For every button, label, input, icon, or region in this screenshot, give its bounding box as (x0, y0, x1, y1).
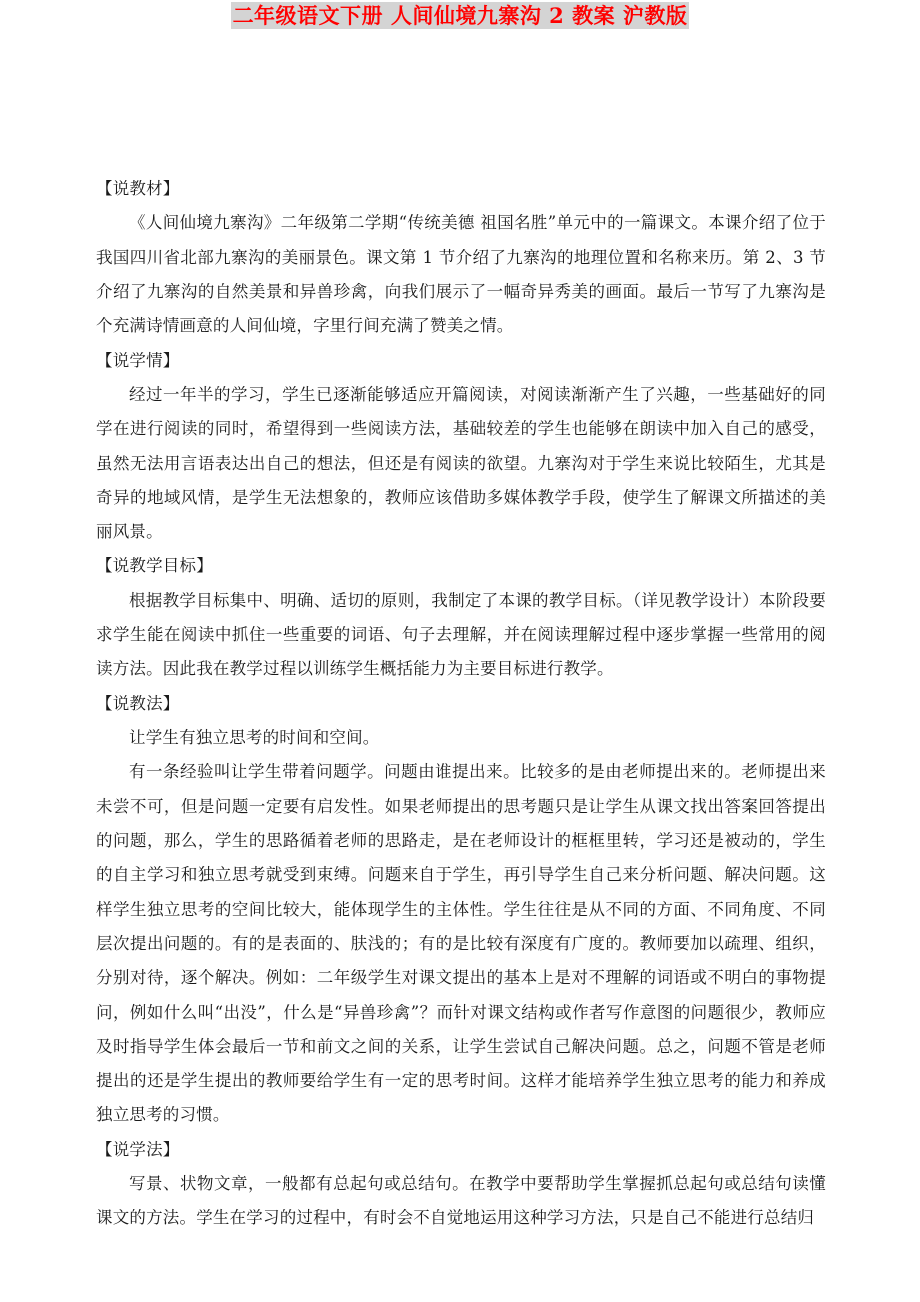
page-title (0, 0, 920, 32)
section-paragraph: 有一条经验叫让学生带着问题学。问题由谁提出来。比较多的是由老师提出来的。老师提出来未尝不可，但是问题一定要有启发性。如果老师提出的思考题只是让学生从课文找出答案回答提出的问题，那么，学生的思路循着老师的思路走，是在老师设计的框框里转，学习还是被动的，学生的自主学习和独立思考就受到束缚。问题来自于学生，再引导学生自己来分析问题、解决问题。这样学生独立思考的空间比较大，能体现学生的主体性。学生往往是从不同的方面、不同角度、不同层次提出问题的。有的是表面的、肤浅的；有的是比较有深度有广度的。教师要加以疏理、组织，分别对待，逐个解决。例如：二年级学生对课文提出的基本上是对不理解的词语或不明白的事物提问，例如什么叫“出没”，什么是“异兽珍禽”？而针对课文结构或作者写作意图的问题很少，教师应及时指导学生体会最后一节和前文之间的关系，让学生尝试自己解决问题。总之，问题不管是老师提出的还是学生提出的教师要给学生有一定的思考时间。这样才能培养学生独立思考的能力和养成独立思考的习惯。 (96, 762, 826, 1125)
section-shuo-jiaocai (96, 172, 826, 344)
section-heading: 【说学法】 (96, 1139, 180, 1159)
section-shuo-jiaofa (96, 687, 826, 1133)
section-shuo-xuefa (96, 1133, 826, 1236)
section-paragraph: 根据教学目标集中、明确、适切的原则，我制定了本课的教学目标。（详见教学设计）本阶段要求学生能在阅读中抓住一些重要的词语、句子去理解，并在阅读理解过程中逐步掌握一些常用的阅读方法。因此我在教学过程以训练学生概括能力为主要目标进行教学。 (96, 590, 826, 679)
section-heading: 【说学情】 (96, 350, 180, 370)
page-title-text: 二年级语文下册 人间仙境九寨沟 2 教案 沪教版 (232, 3, 688, 28)
section-heading: 【说教材】 (96, 179, 180, 198)
section-paragraph: 《人间仙境九寨沟》二年级第二学期“传统美德 祖国名胜”单元中的一篇课文。本课介绍了位于我国四川省北部九寨沟的美丽景色。课文第 1 节介绍了九寨沟的地理位置和名称来历。第 2、3 节介绍了九寨沟的自然美景和异兽珍禽，向我们展示了一幅奇异秀美的画面。最后一节写了九寨沟是个充满诗情画意的人间仙境，字里行间充满了赞美之情。 (96, 213, 826, 336)
section-paragraph: 写景、状物文章，一般都有总起句或总结句。在教学中要帮助学生掌握抓总起句或总结句读懂课文的方法。学生在学习的过程中，有时会不自觉地运用这种学习方法，只是自己不能进行总结归 (96, 1174, 826, 1228)
section-paragraph: 让学生有独立思考的时间和空间。 (129, 728, 380, 747)
section-paragraph: 经过一年半的学习，学生已逐渐能够适应开篇阅读，对阅读渐渐产生了兴趣，一些基础好的同学在进行阅读的同时，希望得到一些阅读方法，基础较差的学生也能够在朗读中加入自己的感受，虽然无法用言语表达出自己的想法，但还是有阅读的欲望。九寨沟对于学生来说比较陌生，尤其是奇异的地域风情，是学生无法想象的，教师应该借助多媒体教学手段，使学生了解课文所描述的美丽风景。 (96, 384, 826, 542)
section-shuo-xueqing (96, 344, 826, 550)
section-shuo-jiaoxue-mubiao (96, 549, 826, 686)
section-heading: 【说教学目标】 (96, 556, 213, 576)
document-body (96, 172, 826, 1236)
section-heading: 【说教法】 (96, 693, 180, 713)
